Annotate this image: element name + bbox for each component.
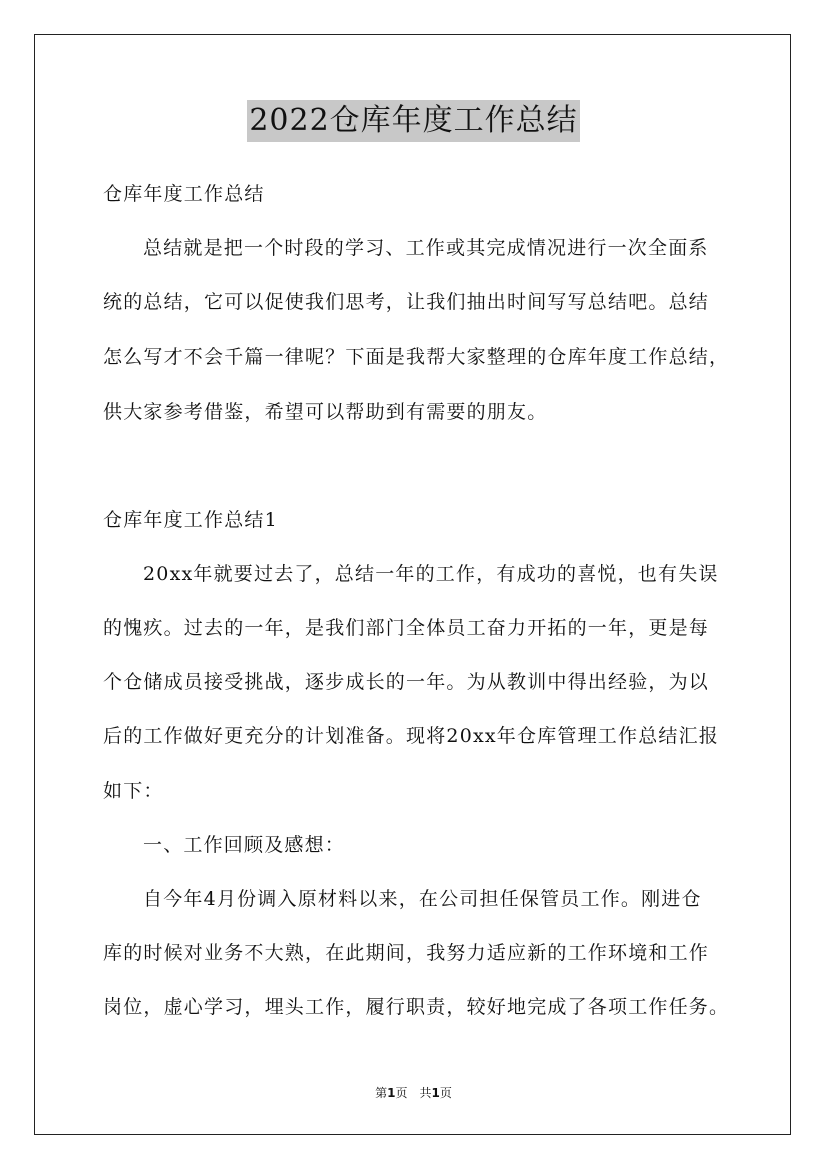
document-subtitle: 仓库年度工作总结 bbox=[103, 183, 265, 205]
intro-line: 统的总结，它可以促使我们思考，让我们抽出时间写写总结吧。总结 bbox=[103, 291, 710, 313]
section2-line: 库的时候对业务不大熟，在此期间，我努力适应新的工作环境和工作 bbox=[103, 942, 710, 964]
footer-page-total: 1 bbox=[431, 1086, 440, 1100]
document-title-text: 2022仓库年度工作总结 bbox=[247, 100, 579, 142]
section1-line: 20xx年就要过去了，总结一年的工作，有成功的喜悦，也有失误 bbox=[143, 563, 719, 585]
section2-line: 自今年4月份调入原材料以来，在公司担任保管员工作。刚进仓 bbox=[143, 888, 702, 910]
subheading: 一、工作回顾及感想： bbox=[143, 834, 346, 856]
footer-mid: 页 共 bbox=[395, 1086, 432, 1100]
page-footer bbox=[0, 1084, 827, 1101]
section-heading: 仓库年度工作总结1 bbox=[103, 509, 278, 531]
footer-page-current: 1 bbox=[387, 1086, 396, 1100]
footer-prefix: 第 bbox=[375, 1086, 388, 1100]
document-title bbox=[0, 100, 827, 142]
intro-line: 总结就是把一个时段的学习、工作或其完成情况进行一次全面系 bbox=[143, 237, 709, 259]
section1-line: 个仓储成员接受挑战，逐步成长的一年。为从教训中得出经验，为以 bbox=[103, 671, 710, 693]
section2-line: 岗位，虚心学习，埋头工作，履行职责，较好地完成了各项工作任务。 bbox=[103, 996, 730, 1018]
footer-suffix: 页 bbox=[439, 1086, 452, 1100]
intro-line: 供大家参考借鉴，希望可以帮助到有需要的朋友。 bbox=[103, 401, 548, 423]
section1-line: 后的工作做好更充分的计划准备。现将20xx年仓库管理工作总结汇报 bbox=[103, 725, 720, 747]
intro-line: 怎么写才不会千篇一律呢？下面是我帮大家整理的仓库年度工作总结， bbox=[103, 346, 730, 368]
section1-line: 如下： bbox=[103, 780, 164, 802]
section1-line: 的愧疚。过去的一年，是我们部门全体员工奋力开拓的一年，更是每 bbox=[103, 617, 710, 639]
